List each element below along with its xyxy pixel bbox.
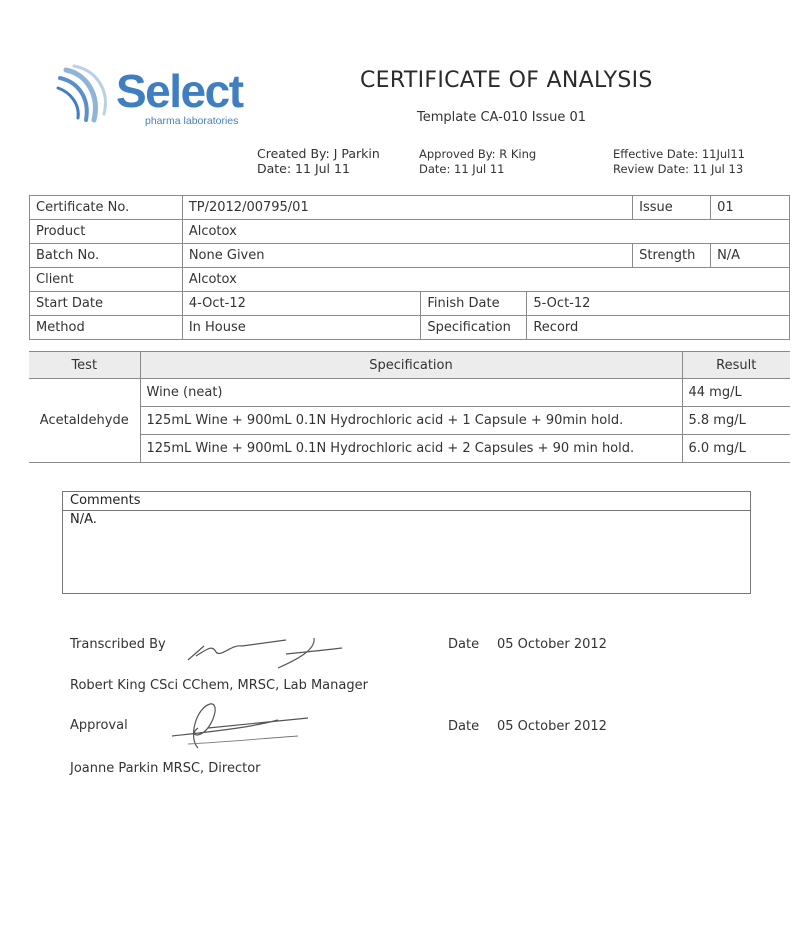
transcribed-date-label: Date	[448, 637, 480, 652]
batch-label: Batch No.	[30, 244, 183, 268]
test-column-header: Test	[29, 352, 140, 379]
product-label: Product	[30, 220, 183, 244]
approved-date: Date: 11 Jul 11	[419, 162, 505, 176]
logo-tagline: pharma laboratories	[145, 115, 239, 127]
issue-value: 01	[711, 196, 790, 220]
test-results-table	[29, 351, 790, 463]
page-title: CERTIFICATE OF ANALYSIS	[360, 68, 653, 93]
specification-value: Record	[527, 316, 790, 340]
transcribed-by-label: Transcribed By	[70, 637, 166, 652]
approval-label: Approval	[70, 718, 128, 733]
finish-date-value: 5-Oct-12	[527, 292, 790, 316]
test-result: 6.0 mg/L	[682, 435, 790, 463]
issue-label: Issue	[633, 196, 711, 220]
test-spec: Wine (neat)	[140, 379, 682, 407]
created-by: Created By: J Parkin	[257, 146, 380, 161]
specification-column-header: Specification	[140, 352, 682, 379]
approver-signature	[168, 698, 318, 754]
logo-wordmark: Select	[116, 65, 243, 117]
approved-by: Approved By: R King	[419, 147, 537, 161]
result-column-header: Result	[682, 352, 790, 379]
table-row	[29, 435, 790, 463]
certificate-info-table	[29, 195, 790, 340]
product-value: Alcotox	[182, 220, 789, 244]
table-row	[29, 379, 790, 407]
strength-value: N/A	[711, 244, 790, 268]
test-spec: 125mL Wine + 900mL 0.1N Hydrochloric acid + 2 Capsules + 90 min hold.	[140, 435, 682, 463]
approval-date: 05 October 2012	[497, 719, 607, 734]
start-date-label: Start Date	[30, 292, 183, 316]
client-label: Client	[30, 268, 183, 292]
info-row-client	[30, 268, 790, 292]
method-label: Method	[30, 316, 183, 340]
test-spec: 125mL Wine + 900mL 0.1N Hydrochloric acid + 1 Capsule + 90min hold.	[140, 407, 682, 435]
effective-date: Effective Date: 11Jul11	[613, 147, 745, 161]
finish-date-label: Finish Date	[421, 292, 527, 316]
specification-label: Specification	[421, 316, 527, 340]
method-value: In House	[182, 316, 421, 340]
transcriber-signature	[186, 630, 346, 670]
info-row-batch	[30, 244, 790, 268]
info-row-method	[30, 316, 790, 340]
batch-value: None Given	[182, 244, 632, 268]
info-row-product	[30, 220, 790, 244]
certificate-label: Certificate No.	[30, 196, 183, 220]
start-date-value: 4-Oct-12	[182, 292, 421, 316]
table-row	[29, 407, 790, 435]
dates-block	[613, 147, 745, 177]
test-result: 44 mg/L	[682, 379, 790, 407]
approved-block	[419, 147, 536, 177]
test-result: 5.8 mg/L	[682, 407, 790, 435]
test-name: Acetaldehyde	[29, 379, 140, 463]
comments-label: Comments	[63, 492, 750, 511]
approver-name: Joanne Parkin MRSC, Director	[70, 761, 261, 776]
select-logo-swirl-icon	[56, 64, 112, 124]
info-row-certificate	[30, 196, 790, 220]
test-header-row	[29, 352, 790, 379]
strength-label: Strength	[633, 244, 711, 268]
comments-text: N/A.	[70, 512, 97, 527]
comments-box	[62, 491, 751, 594]
client-value: Alcotox	[182, 268, 789, 292]
certificate-value: TP/2012/00795/01	[182, 196, 632, 220]
info-row-dates	[30, 292, 790, 316]
transcribed-date: 05 October 2012	[497, 637, 607, 652]
created-date: Date: 11 Jul 11	[257, 161, 350, 176]
review-date: Review Date: 11 Jul 13	[613, 162, 744, 176]
template-reference: Template CA-010 Issue 01	[417, 110, 587, 125]
transcriber-name: Robert King CSci CChem, MRSC, Lab Manager	[70, 678, 368, 693]
created-block	[257, 146, 380, 176]
approval-date-label: Date	[448, 719, 480, 734]
